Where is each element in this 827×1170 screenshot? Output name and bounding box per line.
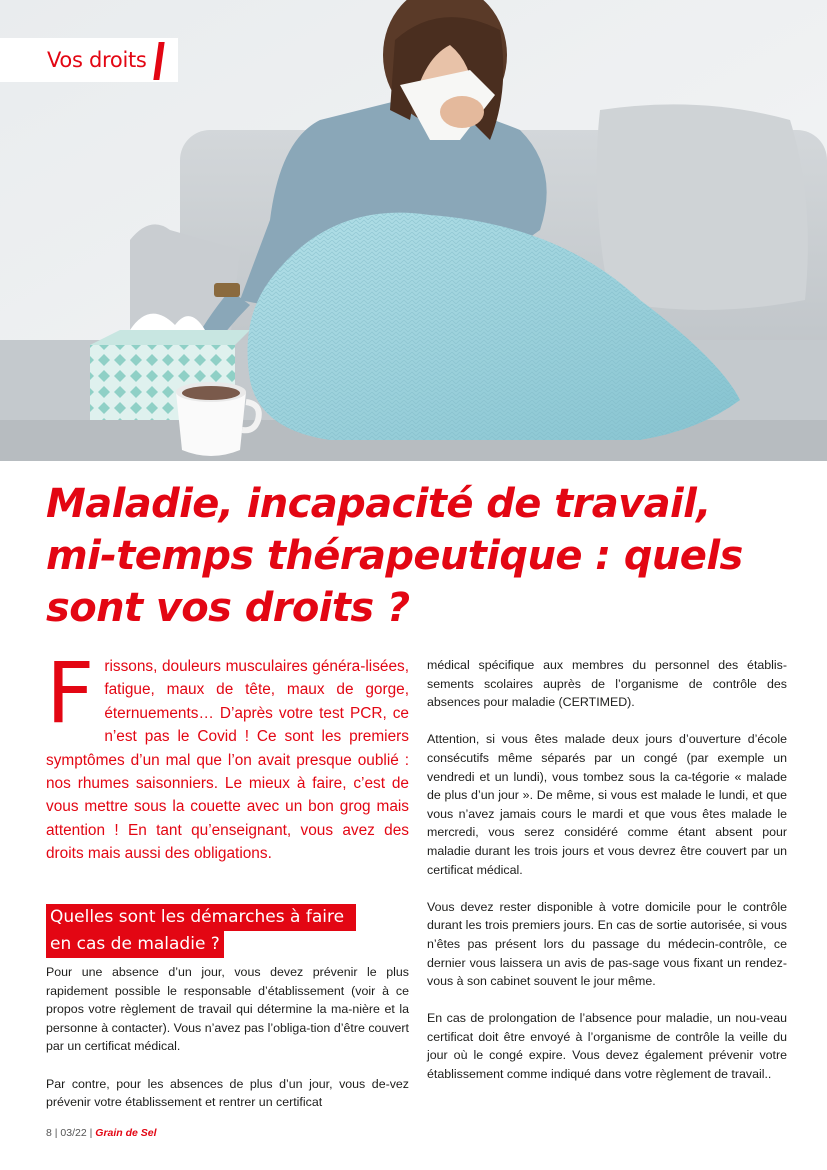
lead-text: rissons, douleurs musculaires généra-lisées, fatigue, maux de tête, maux de gorge, éternuements… D’après votre test PCR, ce n’est pas le Covid ! Ce sont les premiers symptômes d’un mal que l’on avait presque oublié : nos rhumes saisonniers. Le mieux à faire, c’est de vous mettre sous la couette avec un bon grog mais attention ! En tant qu’enseignant, vous avez des droits mais aussi des obligations.: [46, 658, 409, 863]
page-number: 8: [46, 1127, 52, 1139]
drop-cap: F: [46, 644, 95, 742]
title-line-2: mi-temps thérapeutique : quels: [46, 533, 743, 579]
watch-icon: [214, 283, 240, 297]
right-column-body: [427, 656, 787, 1102]
footer-separator: |: [89, 1127, 96, 1139]
magazine-brand: Grain de Sel: [95, 1127, 157, 1139]
subheading: [46, 904, 356, 958]
section-tag-bar: [153, 42, 164, 80]
title-line-3: sont vos droits ?: [46, 585, 410, 631]
issue-number: 03/22: [60, 1127, 87, 1139]
page-footer: [46, 1127, 157, 1139]
body-paragraph: Pour une absence d’un jour, vous devez prévenir le plus rapidement possible le responsable d’établissement (voir à ce propos votre règlement de travail qui détermine la ma-nière et la personne à contacter). Vous n’avez pas l’obliga-tion d’être couvert par un certificat médical.: [46, 965, 409, 1054]
body-paragraph: Par contre, pour les absences de plus d’un jour, vous de-vez prévenir votre établissement et rentrer un certificat: [46, 1076, 409, 1110]
hero-photo: [0, 0, 827, 461]
body-paragraph: Vous devez rester disponible à votre domicile pour le contrôle durant les trois premiers jours. En cas de sortie autorisée, si vous n’êtes pas présent lors du passage du médecin-contrôle, ce dernier vous laissera un avis de pas-sage vous fixant un rendez-vous à son cabinet souvent le jour même.: [427, 899, 787, 989]
title-line-1: Maladie, incapacité de travail,: [46, 481, 711, 527]
body-paragraph: En cas de prolongation de l’absence pour maladie, un nou-veau certificat doit être envoyé à l’organisme de contrôle la veille du jour où le congé expire. Vous devez également prévenir votre établissement comme indiqué dans votre règlement de travail..: [427, 1011, 787, 1082]
lead-paragraph: [46, 644, 409, 866]
subheading-line-2: en cas de maladie ?: [46, 931, 224, 958]
left-column-body: [46, 963, 409, 1130]
section-tag: [0, 38, 178, 82]
body-paragraph: Attention, si vous êtes malade deux jours d’ouverture d’école consécutifs même séparés par un congé (par exemple un vendredi et un lundi), vous tombez sous la ca-tégorie « malade de plus d’un jour ». De même, si vous est malade le lundi, et que vous n’avez jamais cours le mardi et que vous êtes malade le mercredi, vous serez considéré comme étant absent pour maladie durant les trois jours et vous devrez être couvert par un certificat médical.: [427, 732, 787, 877]
body-paragraph: médical spécifique aux membres du personnel des établis-sements scolaires auprès de l’organisme de contrôle des absences pour maladie (CERTIMED).: [427, 658, 787, 710]
footer-separator: |: [54, 1127, 61, 1139]
section-tag-label: Vos droits: [47, 48, 147, 72]
subheading-line-1: Quelles sont les démarches à faire: [46, 904, 356, 931]
article-title: [46, 478, 806, 634]
